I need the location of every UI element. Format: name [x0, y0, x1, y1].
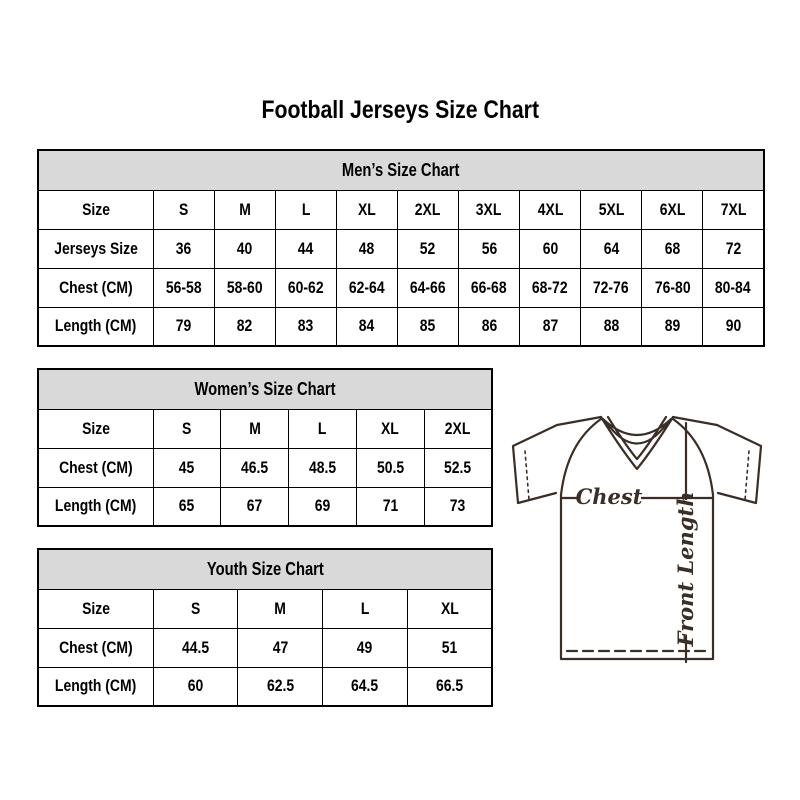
jersey-vneck-collar: [601, 417, 673, 469]
row-label-cell: Size: [38, 190, 153, 229]
jersey-right-sleeve: [717, 425, 761, 503]
value-cell: 46.5: [221, 448, 289, 487]
value-cell: 68-72: [520, 268, 581, 307]
value-cell: 62-64: [336, 268, 397, 307]
value-cell: 2XL: [424, 409, 492, 448]
value-cell: 2XL: [397, 190, 458, 229]
right-cuff-stitch-line: [745, 451, 749, 500]
value-cell: 64: [581, 229, 642, 268]
table-title: Men’s Size Chart: [38, 150, 764, 190]
row-label-cell: Chest (CM): [38, 448, 153, 487]
row-label-cell: Jerseys Size: [38, 229, 153, 268]
value-cell: 60-62: [275, 268, 336, 307]
value-cell: 52.5: [424, 448, 492, 487]
page-title: [10, 96, 790, 125]
value-cell: S: [153, 589, 238, 628]
table-row: [38, 487, 492, 526]
youth-size-table: [37, 548, 493, 707]
value-cell: 80-84: [703, 268, 764, 307]
value-cell: 47: [238, 628, 323, 667]
value-cell: 83: [275, 307, 336, 346]
row-label-cell: Length (CM): [38, 487, 153, 526]
value-cell: 69: [289, 487, 357, 526]
value-cell: 40: [214, 229, 275, 268]
table-row: [38, 307, 764, 346]
value-cell: 3XL: [458, 190, 519, 229]
value-cell: 65: [153, 487, 221, 526]
table-row: [38, 628, 492, 667]
value-cell: 52: [397, 229, 458, 268]
value-cell: M: [214, 190, 275, 229]
value-cell: 50.5: [356, 448, 424, 487]
value-cell: 48.5: [289, 448, 357, 487]
value-cell: 44.5: [153, 628, 238, 667]
jersey-measurement-diagram: [503, 403, 775, 675]
value-cell: 51: [407, 628, 492, 667]
table-row: [38, 229, 764, 268]
value-cell: 66-68: [458, 268, 519, 307]
value-cell: 64-66: [397, 268, 458, 307]
value-cell: 73: [424, 487, 492, 526]
table-row: [38, 448, 492, 487]
value-cell: 72: [703, 229, 764, 268]
value-cell: 79: [153, 307, 214, 346]
value-cell: 66.5: [407, 667, 492, 706]
value-cell: 68: [642, 229, 703, 268]
value-cell: L: [289, 409, 357, 448]
value-cell: 56-58: [153, 268, 214, 307]
value-cell: XL: [356, 409, 424, 448]
table-row: [38, 667, 492, 706]
value-cell: 86: [458, 307, 519, 346]
value-cell: 76-80: [642, 268, 703, 307]
value-cell: 44: [275, 229, 336, 268]
table-row: [38, 268, 764, 307]
value-cell: 62.5: [238, 667, 323, 706]
jersey-left-sleeve: [513, 425, 557, 503]
table-row: [38, 589, 492, 628]
value-cell: 45: [153, 448, 221, 487]
value-cell: 60: [520, 229, 581, 268]
value-cell: 5XL: [581, 190, 642, 229]
value-cell: 7XL: [703, 190, 764, 229]
value-cell: L: [275, 190, 336, 229]
value-cell: 6XL: [642, 190, 703, 229]
row-label-cell: Chest (CM): [38, 628, 153, 667]
value-cell: 85: [397, 307, 458, 346]
value-cell: 49: [323, 628, 408, 667]
womens-size-table: [37, 368, 493, 527]
table-row: [38, 409, 492, 448]
value-cell: 84: [336, 307, 397, 346]
row-label-cell: Length (CM): [38, 667, 153, 706]
row-label-cell: Size: [38, 409, 153, 448]
table-title-row: [38, 549, 492, 589]
value-cell: 82: [214, 307, 275, 346]
table-title-row: [38, 369, 492, 409]
front-length-label: Front Length: [673, 491, 698, 647]
table-title-row: [38, 150, 764, 190]
value-cell: 64.5: [323, 667, 408, 706]
table-title: Women’s Size Chart: [38, 369, 492, 409]
page-title-text: Football Jerseys Size Chart: [261, 96, 539, 124]
value-cell: 87: [520, 307, 581, 346]
row-label-cell: Length (CM): [38, 307, 153, 346]
value-cell: 48: [336, 229, 397, 268]
value-cell: S: [153, 409, 221, 448]
value-cell: 72-76: [581, 268, 642, 307]
value-cell: 60: [153, 667, 238, 706]
value-cell: 90: [703, 307, 764, 346]
mens-size-table: [37, 149, 765, 347]
value-cell: 71: [356, 487, 424, 526]
value-cell: M: [221, 409, 289, 448]
value-cell: 56: [458, 229, 519, 268]
value-cell: M: [238, 589, 323, 628]
row-label-cell: Chest (CM): [38, 268, 153, 307]
table-title: Youth Size Chart: [38, 549, 492, 589]
value-cell: 58-60: [214, 268, 275, 307]
value-cell: 36: [153, 229, 214, 268]
value-cell: 4XL: [520, 190, 581, 229]
row-label-cell: Size: [38, 589, 153, 628]
chest-label: Chest: [575, 484, 643, 509]
value-cell: XL: [336, 190, 397, 229]
table-row: [38, 190, 764, 229]
value-cell: 89: [642, 307, 703, 346]
value-cell: L: [323, 589, 408, 628]
value-cell: S: [153, 190, 214, 229]
value-cell: 88: [581, 307, 642, 346]
value-cell: XL: [407, 589, 492, 628]
value-cell: 67: [221, 487, 289, 526]
left-cuff-stitch-line: [525, 451, 529, 500]
